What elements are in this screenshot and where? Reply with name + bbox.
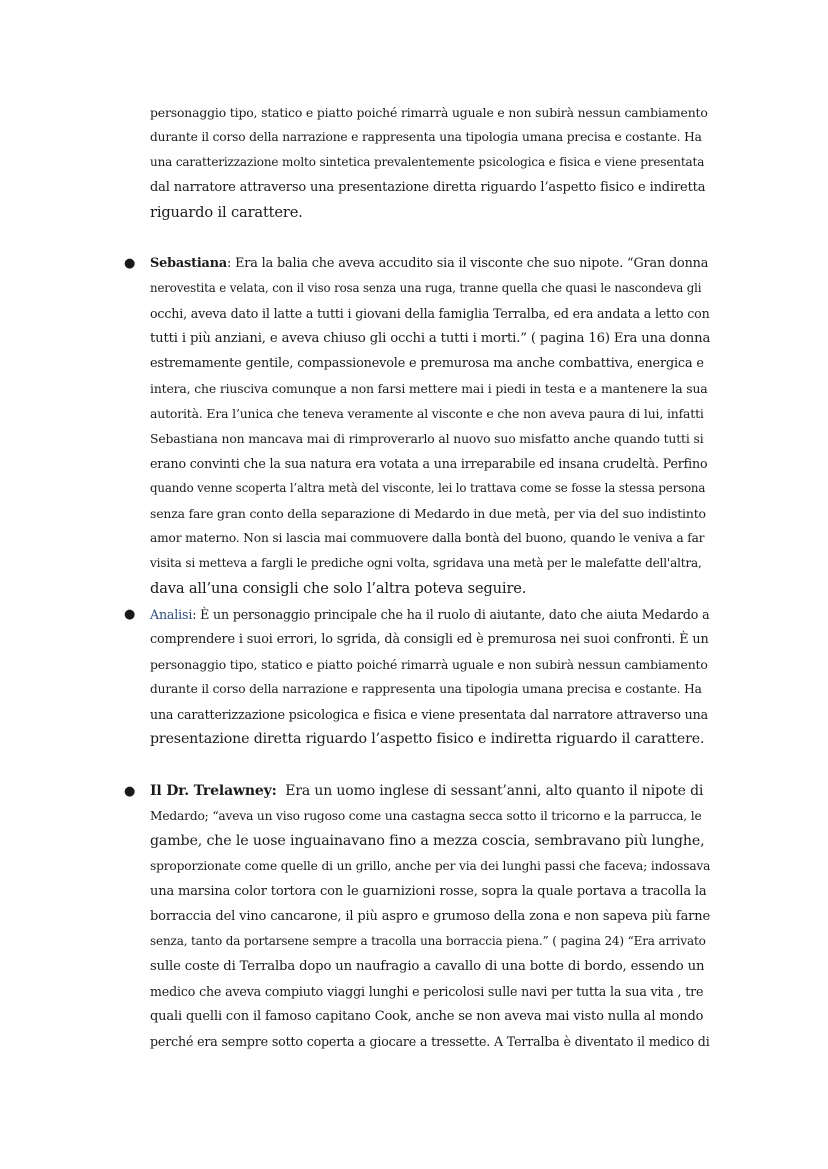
text-line: intera, che riusciva comunque a non farsi mettere mai i piedi in testa e a mantenere la sua [150, 381, 708, 396]
sebastiana-first-line [150, 251, 708, 276]
sebastiana-name: Sebastiana [150, 256, 227, 271]
text-line: riguardo il carattere. [150, 204, 303, 221]
text-line: estremamente gentile, compassionevole e premurosa ma anche combattiva, energica e [150, 356, 704, 371]
text-line: una marsina color tortora con le guarnizioni rosse, sopra la quale portava a tracolla la [150, 884, 707, 899]
text-line: personaggio tipo, statico e piatto poiché rimarrà uguale e non subirà nessun cambiamento [150, 657, 708, 672]
text-line: erano convinti che la sua natura era votata a una irreparabile ed insana crudeltà. Perfino [150, 456, 708, 471]
bullet-icon: ● [124, 256, 136, 271]
text-line: sulle coste di Terralba dopo un naufragio a cavallo di una botte di bordo, essendo un [150, 959, 705, 974]
analisi-first-line [150, 602, 709, 627]
trelawney-name: Il Dr. Trelawney: [150, 783, 277, 799]
text-line: dava all’una consigli che solo l’altra poteva seguire. [150, 580, 527, 597]
text-span: Era un uomo inglese di sessant’anni, alto quanto il nipote di [276, 783, 704, 799]
text-line: quando venne scoperta l’altra metà del visconte, lei lo trattava come se fosse la stessa persona [150, 481, 706, 495]
bullet-icon: ● [124, 607, 136, 622]
text-line: autorità. Era l’unica che teneva veramente al visconte e che non aveva paura di lui, infatti [150, 406, 704, 421]
text-line: perché era sempre sotto coperta a giocare a tressette. A Terralba è diventato il medico di [150, 1034, 710, 1049]
text-line: durante il corso della narrazione e rappresenta una tipologia umana precisa e costante. Ha [150, 130, 702, 144]
text-line: durante il corso della narrazione e rappresenta una tipologia umana precisa e costante. Ha [150, 682, 702, 696]
text-line: senza fare gran conto della separazione di Medardo in due metà, per via del suo indistinto [150, 506, 706, 521]
text-line: visita si metteva a fargli le prediche ogni volta, sgridava una metà per le malefatte dell'altra, [150, 556, 702, 570]
text-span: : Era la balia che aveva accudito sia il visconte che suo nipote. “Gran donna [227, 256, 709, 271]
text-line: occhi, aveva dato il latte a tutti i giovani della famiglia Terralba, ed era andata a letto con [150, 306, 710, 321]
text-line: comprendere i suoi errori, lo sgrida, dà consigli ed è premurosa nei suoi confronti. È un [150, 632, 709, 647]
text-line: nerovestita e velata, con il viso rosa senza una ruga, tranne quella che quasi le nascondeva gli [150, 281, 702, 295]
trelawney-first-line [150, 779, 703, 804]
text-line: Sebastiana non mancava mai di rimproverarlo al nuovo suo misfatto anche quando tutti si [150, 431, 704, 446]
text-line: sproporzionate come quelle di un grillo, anche per via dei lunghi passi che faceva; indossava [150, 859, 711, 873]
text-line: dal narratore attraverso una presentazione diretta riguardo l’aspetto fisico e indiretta [150, 180, 706, 195]
bullet-icon: ● [124, 784, 136, 799]
text-line: medico che aveva compiuto viaggi lunghi e pericolosi sulle navi per tutta la sua vita , tre [150, 984, 704, 999]
text-line: senza, tanto da portarsene sempre a tracolla una borraccia piena.” ( pagina 24) “Era arrivato [150, 934, 706, 948]
text-line: borraccia del vino cancarone, il più aspro e grumoso della zona e non sapeva più farne [150, 909, 711, 924]
text-line: tutti i più anziani, e aveva chiuso gli occhi a tutti i morti.” ( pagina 16) Era una donna [150, 331, 711, 346]
text-line: una caratterizzazione psicologica e fisica e viene presentata dal narratore attraverso una [150, 707, 708, 722]
text-line: personaggio tipo, statico e piatto poiché rimarrà uguale e non subirà nessun cambiamento [150, 105, 708, 120]
text-line: Medardo; “aveva un viso rugoso come una castagna secca sotto il tricorno e la parrucca, le [150, 809, 702, 823]
analisi-label: Analisi [150, 607, 193, 622]
text-line: gambe, che le uose inguainavano fino a mezza coscia, sembravano più lunghe, [150, 833, 705, 849]
text-line: una caratterizzazione molto sintetica prevalentemente psicologica e fisica e viene presentata [150, 155, 705, 169]
text-line: amor materno. Non si lascia mai commuovere dalla bontà del buono, quando le veniva a far [150, 531, 705, 545]
text-line: quali quelli con il famoso capitano Cook, anche se non aveva mai visto nulla al mondo [150, 1009, 704, 1024]
text-span: : È un personaggio principale che ha il ruolo di aiutante, dato che aiuta Medardo a [192, 607, 710, 622]
text-line: presentazione diretta riguardo l’aspetto fisico e indiretta riguardo il carattere. [150, 731, 705, 747]
